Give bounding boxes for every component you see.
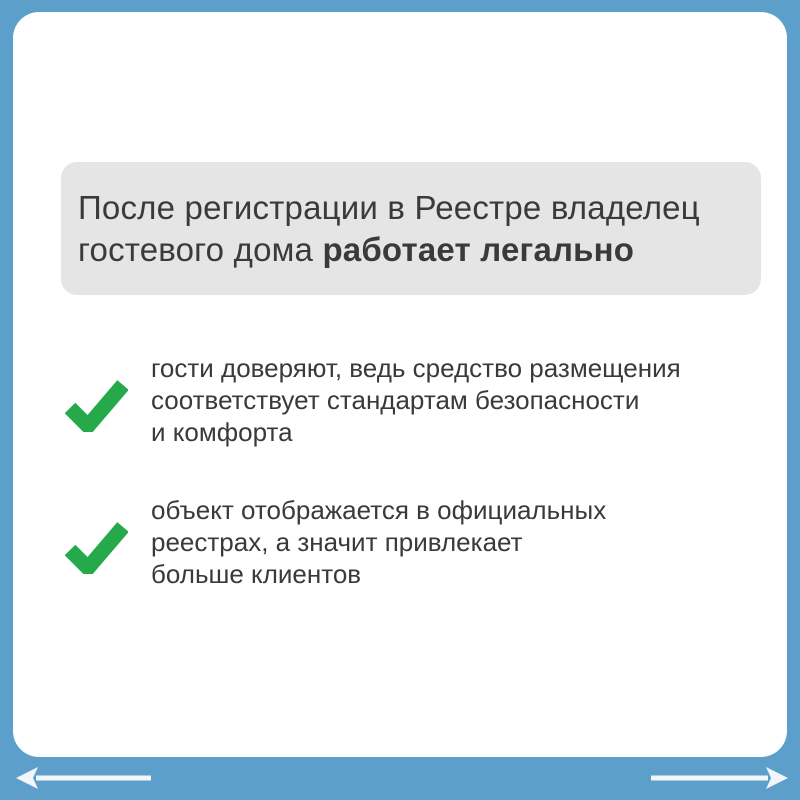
bullet-item xyxy=(151,494,761,590)
carousel-prev-button[interactable] xyxy=(14,764,154,792)
arrow-left-icon xyxy=(14,764,154,792)
headline-line2-regular: гостевого дома xyxy=(78,230,323,268)
headline-box xyxy=(61,162,761,295)
bullet-line: больше клиентов xyxy=(151,559,362,589)
content-card xyxy=(13,12,787,757)
arrow-right-icon xyxy=(648,764,790,792)
bullet-line: объект отображается в официальных xyxy=(151,495,607,525)
bullet-line: соответствует стандартам безопасности xyxy=(151,385,640,415)
headline-line1: После регистрации в Реестре владелец xyxy=(78,188,700,226)
check-icon xyxy=(64,520,128,574)
carousel-next-button[interactable] xyxy=(648,764,790,792)
bullet-item xyxy=(151,352,761,448)
bullet-line: реестрах, а значит привлекает xyxy=(151,527,523,557)
check-icon xyxy=(64,378,128,432)
bullet-line: и комфорта xyxy=(151,417,293,447)
headline-line2-bold: работает легально xyxy=(322,230,635,268)
bullet-line: гости доверяют, ведь средство размещения xyxy=(151,353,681,383)
headline-text xyxy=(61,187,700,271)
